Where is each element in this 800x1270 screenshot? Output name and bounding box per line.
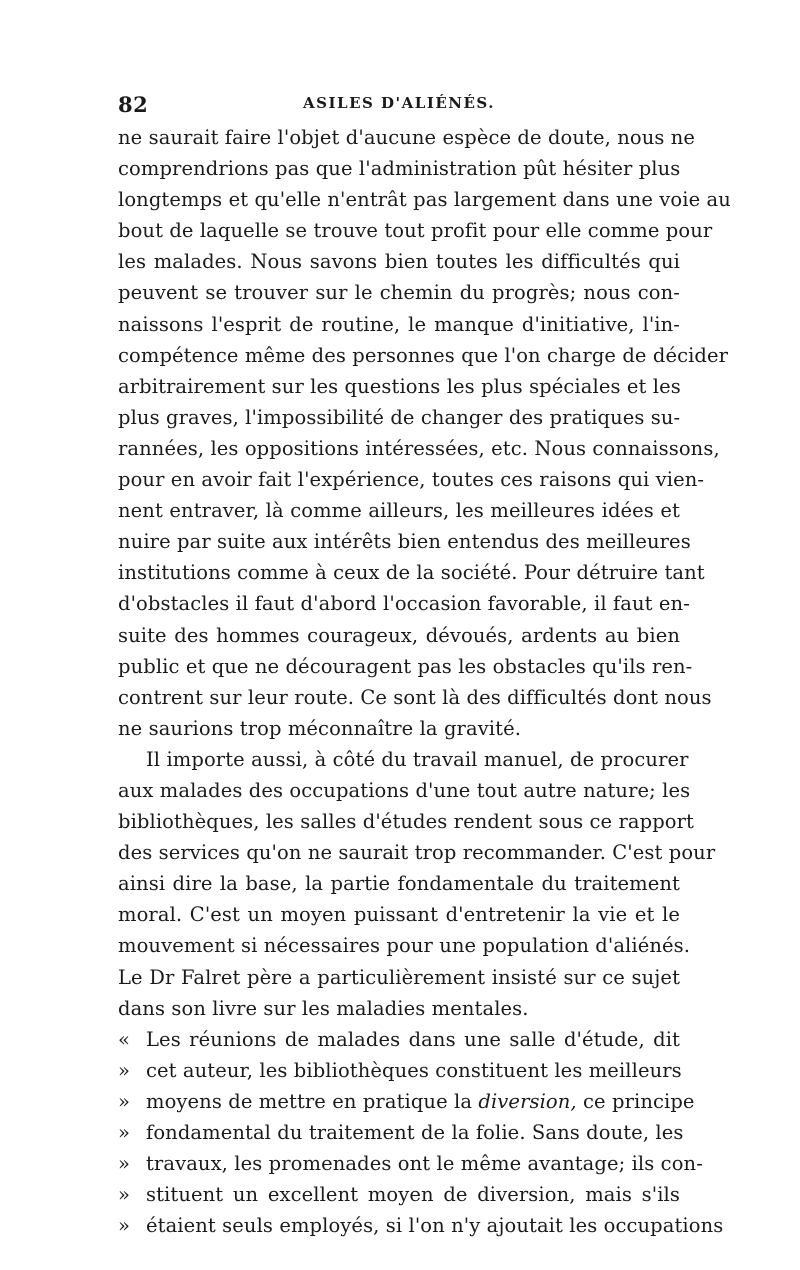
quote-mark: » [118, 1152, 131, 1176]
text-line: longtemps et qu'elle n'entrât pas largement dans une voie au [118, 188, 731, 212]
text-line: mouvement si nécessaires pour une population d'aliénés. [118, 934, 691, 958]
text-line: plus graves, l'impossibilité de changer des pratiques su- [118, 405, 681, 429]
quote-mark: » [118, 1183, 131, 1207]
text-line: Le Dr Falret père a particulièrement insisté sur ce sujet [118, 965, 680, 989]
quote-text: stituent un excellent moyen de diversion, mais s'ils [146, 1183, 680, 1207]
quotation [118, 1024, 724, 1242]
quote-line [118, 1179, 680, 1210]
text-line: bibliothèques, les salles d'études rendent sous ce rapport [118, 810, 694, 834]
quote-mark: » [118, 1121, 131, 1144]
text-line: institutions comme à ceux de la société. Pour détruire tant [118, 561, 705, 585]
quote-text: Les réunions de malades dans une salle d'étude, dit [146, 1027, 680, 1051]
text-line: rannées, les oppositions intéressées, etc. Nous connaissons, [118, 436, 720, 460]
quote-italic: diversion, [478, 1089, 577, 1113]
quote-text: étaient seuls employés, si l'on n'y ajoutait les occupations [146, 1214, 724, 1238]
paragraph-2 [118, 744, 716, 1024]
text-line: comprendrions pas que l'administration pût hésiter plus [118, 157, 681, 181]
text-line: arbitrairement sur les questions les plus spéciales et les [118, 374, 681, 398]
quote-mark: » [118, 1058, 131, 1082]
quote-mark: » [118, 1089, 131, 1113]
text-line: nent entraver, là comme ailleurs, les meilleures idées et [118, 499, 680, 523]
quote-text: cet auteur, les bibliothèques constituent les meilleurs [146, 1058, 682, 1082]
text-line: des services qu'on ne saurait trop recommander. C'est pour [118, 841, 716, 865]
running-title: ASILES D'ALIÉNÉS. [303, 94, 495, 112]
text-line: nuire par suite aux intérêts bien entendus des meilleures [118, 530, 691, 554]
quote-text: ce principe [576, 1089, 695, 1113]
quote-text: travaux, les promenades ont le même avantage; ils con- [146, 1152, 703, 1176]
quote-mark: » [118, 1214, 131, 1238]
quote-line [118, 1148, 703, 1179]
quote-mark: « [118, 1027, 131, 1051]
text-line: suite des hommes courageux, dévoués, ardents au bien [118, 623, 680, 647]
quote-text: moyens de mettre en pratique la [146, 1089, 479, 1113]
text-line: ainsi dire la base, la partie fondamentale du traitement [118, 872, 680, 896]
text-line: aux malades des occupations d'une tout autre nature; les [118, 778, 691, 802]
quote-text: fondamental du traitement de la folie. Sans doute, les [146, 1121, 684, 1144]
text-line: bout de laquelle se trouve tout profit pour elle comme pour [118, 219, 713, 243]
text-line: naissons l'esprit de routine, le manque d'initiative, l'in- [118, 312, 680, 336]
text-line: public et que ne découragent pas les obstacles qu'ils ren- [118, 654, 693, 678]
quote-line [118, 1086, 695, 1117]
text-line: les malades. Nous savons bien toutes les difficultés qui [118, 250, 680, 274]
page-number: 82 [118, 92, 149, 117]
paragraph-1 [118, 122, 731, 744]
text-line: peuvent se trouver sur le chemin du progrès; nous con- [118, 281, 680, 305]
text-block [118, 122, 731, 1241]
text-line: Il importe aussi, à côté du travail manuel, de procurer [146, 747, 689, 771]
quote-line [118, 1024, 680, 1055]
text-line: ne saurait faire l'objet d'aucune espèce de doute, nous ne [118, 126, 696, 149]
text-line: ne saurions trop méconnaître la gravité. [118, 716, 522, 740]
quote-line [118, 1210, 724, 1241]
text-line: d'obstacles il faut d'abord l'occasion favorable, il faut en- [118, 592, 690, 616]
running-head [118, 92, 680, 118]
text-line: compétence même des personnes que l'on charge de décider [118, 343, 729, 367]
text-line: pour en avoir fait l'expérience, toutes ces raisons qui vien- [118, 468, 705, 492]
text-line: contrent sur leur route. Ce sont là des difficultés dont nous [118, 685, 712, 709]
quote-line [118, 1055, 680, 1086]
text-line: moral. C'est un moyen puissant d'entretenir la vie et le [118, 903, 680, 927]
text-line: dans son livre sur les maladies mentales. [118, 996, 529, 1020]
quote-line [118, 1117, 684, 1148]
